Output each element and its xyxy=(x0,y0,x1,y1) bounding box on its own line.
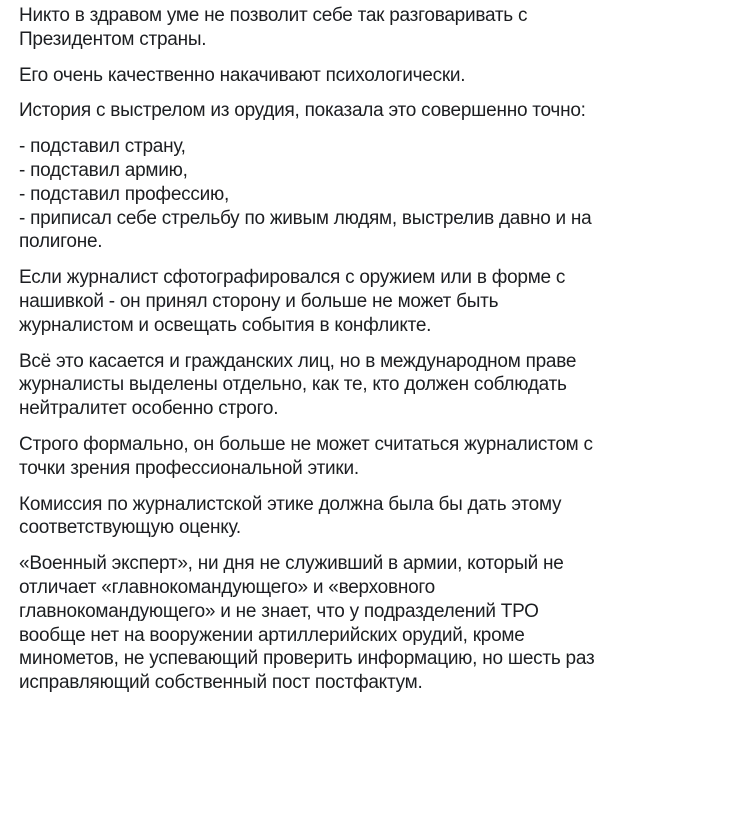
bullet-list-paragraph xyxy=(19,135,726,254)
list-item: - подставил страну, xyxy=(19,136,186,158)
text-line: полигоне. xyxy=(19,231,103,253)
text-line: Всё это касается и гражданских лиц, но в международном праве xyxy=(19,350,577,372)
text-line: исправляющий собственный пост постфактум. xyxy=(19,672,423,694)
text-line: отличает «главнокомандующего» и «верховного xyxy=(19,576,435,598)
paragraph xyxy=(19,552,726,695)
list-item: - приписал себе стрельбу по живым людям, выстрелив давно и на xyxy=(19,207,592,229)
paragraph xyxy=(19,493,726,541)
paragraph xyxy=(19,99,726,123)
text-line: соответствующую оценку. xyxy=(19,517,241,539)
text-line: Строго формально, он больше не может считаться журналистом с xyxy=(19,433,593,455)
text-line: журналисты выделены отдельно, как те, кто должен соблюдать xyxy=(19,374,567,396)
text-line: Если журналист сфотографировался с оружием или в форме с xyxy=(19,267,566,289)
paragraph xyxy=(19,266,726,337)
text-line: минометов, не успевающий проверить информацию, но шесть раз xyxy=(19,648,595,670)
text-line: нашивкой - он принял сторону и больше не может быть xyxy=(19,290,499,312)
list-item: - подставил профессию, xyxy=(19,183,230,205)
paragraph xyxy=(19,64,726,88)
text-line: Президентом страны. xyxy=(19,28,207,50)
paragraph xyxy=(19,4,726,52)
text-line: Его очень качественно накачивают психологически. xyxy=(19,64,466,86)
text-line: «Военный эксперт», ни дня не служивший в армии, который не xyxy=(19,553,564,575)
text-line: Комиссия по журналистской этике должна была бы дать этому xyxy=(19,493,562,515)
text-line: вообще нет на вооружении артиллерийских орудий, кроме xyxy=(19,624,525,646)
text-line: точки зрения профессиональной этики. xyxy=(19,457,359,479)
paragraph xyxy=(19,433,726,481)
paragraph xyxy=(19,350,726,421)
text-line: нейтралитет особенно строго. xyxy=(19,398,279,420)
list-item: - подставил армию, xyxy=(19,159,188,181)
text-line: История с выстрелом из орудия, показала это совершенно точно: xyxy=(19,100,586,122)
text-line: журналистом и освещать события в конфликте. xyxy=(19,314,432,336)
text-line: Никто в здравом уме не позволит себе так разговаривать с xyxy=(19,5,528,26)
text-line: главнокомандующего» и не знает, что у подразделений ТРО xyxy=(19,600,539,622)
